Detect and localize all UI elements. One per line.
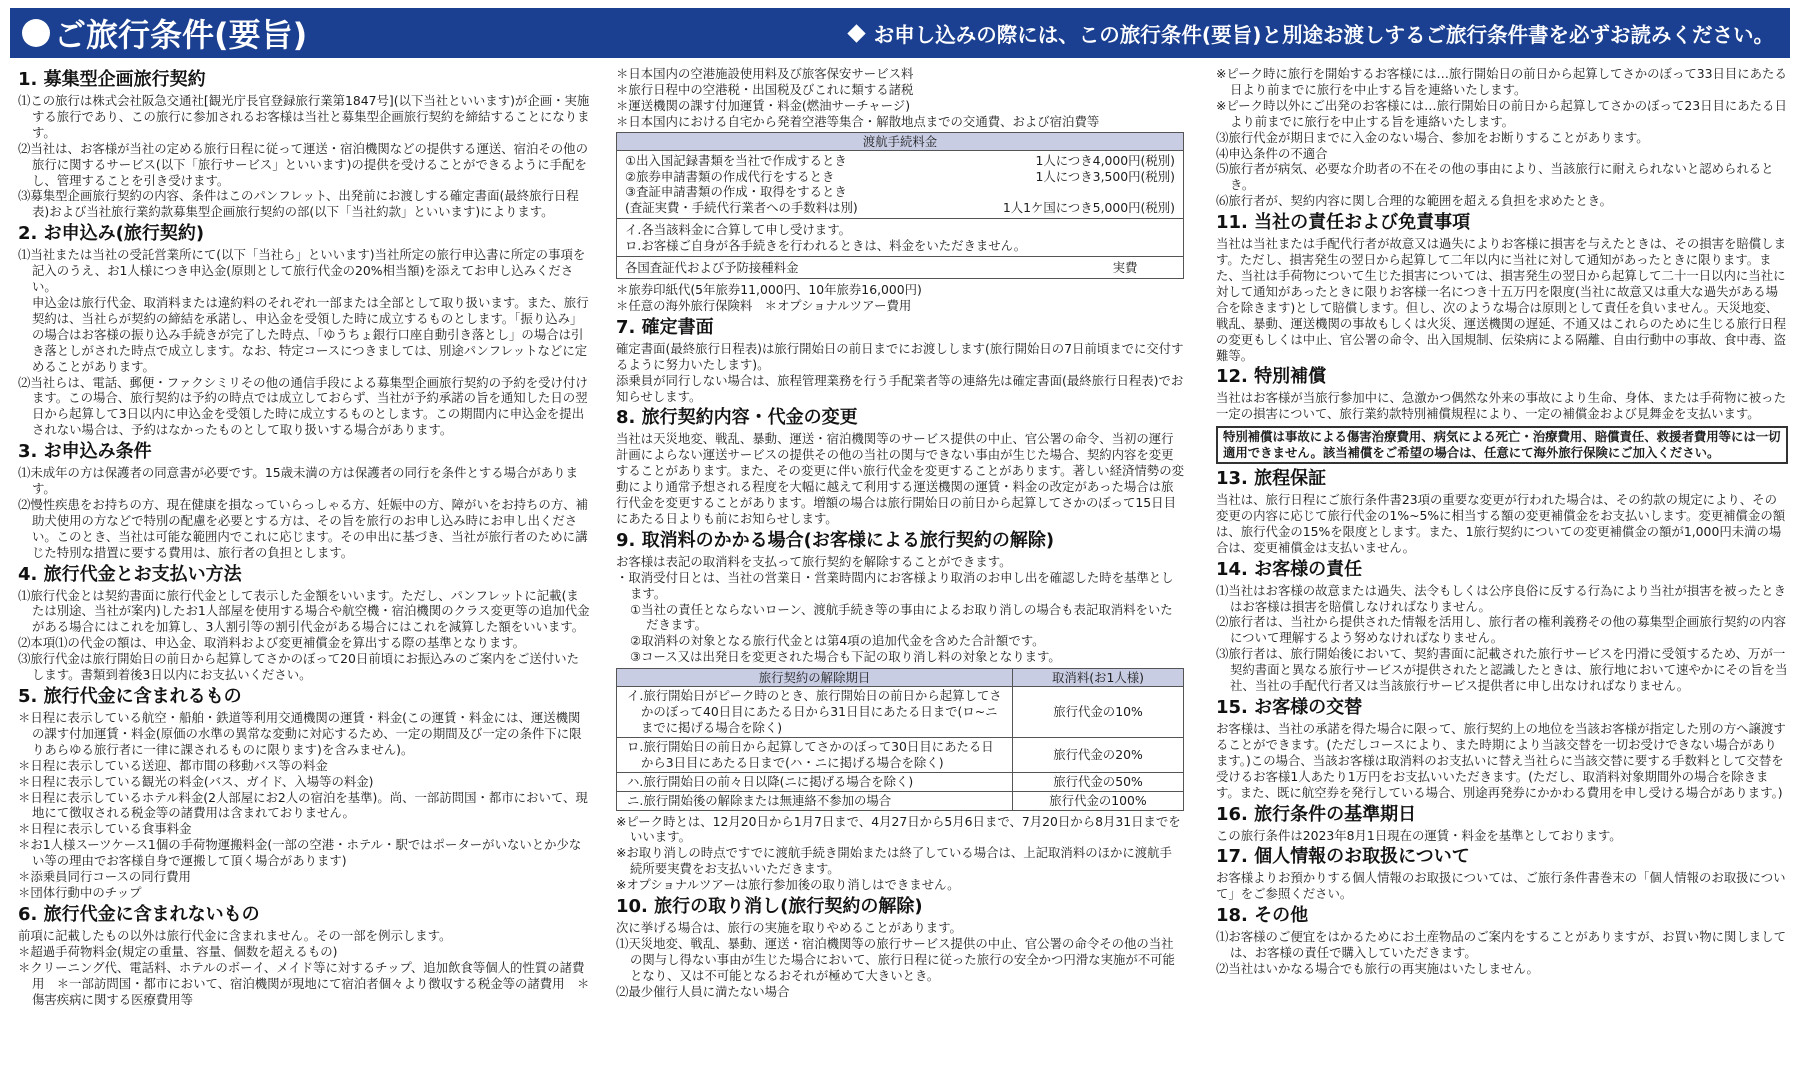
list-item: ＊任意の海外旅行保険料 ＊オプショナルツアー費用 xyxy=(616,297,912,313)
table-cell: 旅行代金の20% xyxy=(1013,737,1184,772)
column-middle xyxy=(616,66,1184,1076)
fee-label: (査証実費・手続代行業者への手数料は別) xyxy=(625,200,858,216)
list-item: ⑹旅行者が、契約内容に関し合理的な範囲を超える負担を求めたとき。 xyxy=(1216,193,1613,209)
fee-row xyxy=(617,169,1183,185)
fee-note: イ.各当該料金に合算して申し受けます。 xyxy=(625,222,851,238)
section-heading: 18. その他 xyxy=(1216,905,1309,927)
section-heading: 6. 旅行代金に含まれないもの xyxy=(18,903,260,925)
paragraph: 確定書面(最終旅行日程表)は旅行開始日の前日までにお渡しします(旅行開始日の7日前頃までに交付するように努力いたします)。 xyxy=(616,340,1184,372)
fee-label: ③査証申請書類の作成・取得をするとき xyxy=(625,184,847,200)
list-item: ⑶旅行代金が期日までに入金のない場合、参加をお断りすることがあります。 xyxy=(1216,129,1649,145)
section-heading: 8. 旅行契約内容・代金の変更 xyxy=(616,407,858,429)
list-item: ＊団体行動中のチップ xyxy=(18,884,142,900)
section-heading: 11. 当社の責任および免責事項 xyxy=(1216,212,1471,234)
section-heading: 9. 取消料のかかる場合(お客様による旅行契約の解除) xyxy=(616,529,1055,551)
table-cell: ハ.旅行開始日の前々日以降(ニに掲げる場合を除く) xyxy=(617,772,1013,791)
list-item: ＊お1人様スーツケース1個の手荷物運搬料金(一部の空港・ホテル・駅ではポーターがいないとか少ない等の理由でお客様自身で運搬して頂く場合があります) xyxy=(18,837,582,869)
paragraph: お客様は表記の取消料を支払って旅行契約を解除することができます。 xyxy=(616,553,1012,569)
list-item: ③コース又は出発日を変更された場合も下記の取り消し料の対象となります。 xyxy=(630,649,1061,665)
table-cell: 旅行代金の100% xyxy=(1013,791,1184,810)
paragraph: 当社は天災地変、戦乱、暴動、運送・宿泊機関等のサービス提供の中止、官公署の命令、当初の運行計画によらない運送サービスの提供その他の当社の関与できない事由が生じた場合、契約内容を変更することがあります。また、その変更に伴い旅行代金を変更することがあります。著しい経済情勢の変動により通常予想される程度を大幅に越えて利用する運送機関の運賃・料金の改定があった場合は旅行代金を変更することがあります。増額の場合は旅行開始日の前日から起算してさかのぼって15日目にあたる日よりも前にお知らせします。 xyxy=(616,431,1184,526)
list-item: ⑸旅行者が病気、必要な介助者の不在その他の事由により、当該旅行に耐えられないと認められるとき。 xyxy=(1216,161,1774,193)
list-item: ＊旅行日程中の空港税・出国税及びこれに類する諸税 xyxy=(616,81,914,97)
paragraph: 前項に記載したもの以外は旅行代金に含まれません。その一部を例示します。 xyxy=(18,927,452,943)
paragraph: ⑵当社らは、電話、郵便・ファクシミリその他の通信手段による募集型企画旅行契約の予約を受け付けます。この場合、旅行契約は予約の時点では成立しておらず、当社が予約承諾の旨を通知した日の翌日から起算して3日以内に申込金を受領した時に成立するものとします。この期間内に申込金を提出されない場合は、予約はなかったものとして取り扱いする場合があります。 xyxy=(18,374,588,438)
header-banner xyxy=(10,8,1790,58)
section-heading: 15. お客様の交替 xyxy=(1216,697,1363,718)
list-item: ＊日程に表示している食事料金 xyxy=(18,821,192,837)
fee-row xyxy=(617,184,1183,200)
list-item: ※ピーク時に旅行を開始するお客様には…旅行開始日の前日から起算してさかのぼって33日目にあたる日より前までに旅行を中止する旨を連絡いたします。 xyxy=(1216,66,1787,97)
fee-price: 1人1ケ国につき5,000円(税別) xyxy=(1002,200,1175,216)
paragraph: ⑵本項⑴の代金の額は、申込金、取消料および変更補償金を算出する際の基準となります。 xyxy=(18,635,526,651)
list-item: ＊日程に表示している航空・船舶・鉄道等利用交通機関の運賃・料金(この運賃・料金には、運送機関の課す付加運賃・料金(原価の水準の異常な変動に対応するため、一定の期間及び一定の条件下に限りあらゆる旅行者に一律に課されるものに限ります)を含みません)。 xyxy=(18,710,582,757)
paragraph: ⑶旅行代金は旅行開始日の前日から起算してさかのぼって20日前頃にお振込みのご案内をご送付いたします。書類到着後3日以内にお支払いください。 xyxy=(18,651,579,683)
paragraph: お客様は、当社の承諾を得た場合に限って、旅行契約上の地位を当該お客様が指定した別の方へ譲渡することができます。(ただしコースにより、また時期により当該交替を一切お受けできない場合があります。)この場合、当該お客様は取消料のお支払いに替え当社らに当該交替に要する手数料として交替を受けるお客様1人あたり1万円をお支払いいただきます。(ただし、取消料対象期間外の場合を除きます。また、既に航空券を発行している場合、別途再発券にかかわる費用を申し受ける場合があります。) xyxy=(1216,721,1786,800)
note: ※オプショナルツアーは旅行参加後の取り消しはできません。 xyxy=(616,877,960,893)
special-compensation-notice: 特別補償は事故による傷害治療費用、病気による死亡・治療費用、賠償責任、救援者費用等には一切適用できません。該当補償をご希望の場合は、任意にて海外旅行保険にご加入ください。 xyxy=(1216,426,1788,464)
table-cell: イ.旅行開始日がピーク時のとき、旅行開始日の前日から起算してさかのぼって40日目にあたる日から31日目にあたる日まで(ロ~ニまでに掲げる場合を除く) xyxy=(617,687,1013,738)
fee-last-row xyxy=(617,256,1183,278)
table-row xyxy=(617,772,1184,791)
paragraph: ⑴この旅行は株式会社阪急交通社[観光庁長官登録旅行業第1847号](以下当社といいます)が企画・実施する旅行であり、この旅行に参加されるお客様は当社と募集型企画旅行契約を締結することになります。 xyxy=(18,93,590,140)
list-item: ①当社の責任とならないローン、渡航手続き等の事由によるお取り消しの場合も表記取消料をいただきます。 xyxy=(630,601,1173,633)
cancellation-fee-table xyxy=(616,668,1184,810)
list-item: ＊日程に表示しているホテル料金(2人部屋にお2人の宿泊を基準)。尚、一部訪問国・都市において、現地にて徴収される税金等の諸費用は含まれておりません。 xyxy=(18,789,588,821)
fee-label: 各国査証代および予防接種料金 xyxy=(625,260,799,276)
list-item: ＊クリーニング代、電話料、ホテルのボーイ、メイド等に対するチップ、追加飲食等個人的性質の諸費用 ＊一部訪問国・都市において、宿泊機関が現地にて宿泊者個々より徴収する税金等の諸費用 ＊傷害疾病に関する医療費用等 xyxy=(18,959,590,1007)
fee-price: 1人につき4,000円(税別) xyxy=(1035,152,1175,168)
table-cell: 旅行代金の10% xyxy=(1013,687,1184,738)
list-item: ＊日本国内における自宅から発着空港等集合・解散地点までの交通費、および宿泊費等 xyxy=(616,113,1100,129)
table-cell: 旅行代金の50% xyxy=(1013,772,1184,791)
list-item: ⑶旅行者は、旅行開始後において、契約書面に記載された旅行サービスを円滑に受領するため、万が一契約書面と異なる旅行サービスが提供されたと認識したときは、旅行地において速やかにその旨を当社、当社の手配代行者又は当該旅行サービス提供者に申し出なければなりません。 xyxy=(1216,646,1788,694)
fee-box xyxy=(616,132,1184,279)
header-notice xyxy=(850,18,1774,48)
section-heading: 4. 旅行代金とお支払い方法 xyxy=(18,563,242,585)
table-row xyxy=(617,687,1184,738)
fee-note: ロ.お客様ご自身が各手続きを行われるときは、料金をいただきません。 xyxy=(625,238,1027,254)
table-header: 旅行契約の解除期日 xyxy=(617,669,1013,687)
list-item: ＊運送機関の課す付加運賃・料金(燃油サーチャージ) xyxy=(616,97,911,113)
section-heading: 17. 個人情報のお取扱について xyxy=(1216,846,1470,868)
column-left xyxy=(18,66,590,1076)
fee-label: ①出入国記録書類を当社で作成するとき xyxy=(625,152,847,168)
section-heading: 12. 特別補償 xyxy=(1216,366,1327,388)
bullet-circle-icon xyxy=(22,19,50,47)
list-item: ＊旅券印紙代(5年旅券11,000円、10年旅券16,000円) xyxy=(616,281,922,297)
fee-notes xyxy=(617,218,1183,256)
list-item: ＊日程に表示している観光の料金(バス、ガイド、入場等の料金) xyxy=(18,773,374,789)
list-item: ＊日本国内の空港施設使用料及び旅客保安サービス料 xyxy=(616,66,914,81)
section-heading: 7. 確定書面 xyxy=(616,316,714,338)
list-item: ⑴天災地変、戦乱、暴動、運送・宿泊機関等の旅行サービス提供の中止、官公署の命令その他の当社の関与し得ない事由が生じた場合において、旅行日程に従った旅行の安全かつ円滑な実施が不可能となり、又は不可能となるおそれが極めて大きいとき。 xyxy=(616,935,1175,983)
table-header: 取消料(お1人様) xyxy=(1013,669,1184,687)
list-item: ⑴当社はお客様の故意または過失、法令もしくは公序良俗に反する行為により当社が損害を被ったときはお客様は損害を賠償しなければなりません。 xyxy=(1216,582,1786,614)
section-heading: 14. お客様の責任 xyxy=(1216,558,1363,580)
list-item: ⑵最少催行人員に満たない場合 xyxy=(616,983,790,999)
list-item: ＊超過手荷物料金(規定の重量、容量、個数を超えるもの) xyxy=(18,943,338,959)
fee-price: 1人につき3,500円(税別) xyxy=(1035,168,1175,184)
note: ※ピーク時とは、12月20日から1月7日まで、4月27日から5月6日まで、7月20日から8月31日までをいいます。 xyxy=(616,813,1181,845)
page-title xyxy=(22,10,307,56)
table-cell: ロ.旅行開始日の前日から起算してさかのぼって30日目にあたる日から3日目にあたる日まで(ハ・ニに掲げる場合を除く) xyxy=(617,737,1013,772)
list-item: ＊日程に表示している送迎、都市間の移動バス等の料金 xyxy=(18,757,328,773)
fee-label: ②旅券申請書類の作成代行をするとき xyxy=(625,168,835,184)
page-title-text: ご旅行条件(要旨) xyxy=(54,16,308,54)
section-heading: 2. お申込み(旅行契約) xyxy=(18,223,205,245)
fee-box-title: 渡航手続料金 xyxy=(617,133,1183,151)
paragraph: ⑵当社は、お客様が当社の定める旅行日程に従って運送・宿泊機関などの提供する運送、宿泊その他の旅行に関するサービス(以下「旅行サービス」といいます)の提供を受けることができるように手配をし、管理することを引き受けます。 xyxy=(18,140,588,188)
table-cell: ニ.旅行開始後の解除または無連絡不参加の場合 xyxy=(617,791,1013,810)
fee-row xyxy=(617,200,1183,216)
column-right xyxy=(1216,66,1788,1076)
list-item: ②取消料の対象となる旅行代金とは第4項の追加代金を含めた合計額です。 xyxy=(630,633,1045,649)
paragraph: 当社は当社または手配代行者が故意又は過失によりお客様に損害を与えたときは、その損害を賠償します。ただし、損害発生の翌日から起算して二年以内に当社に対して通知があったときに限ります。また、当社は手荷物について生じた損害については、損害発生の翌日から起算して二十一日以内に当社に対して通知があったときに限りお客様一名につき十五万円を限度(当社に故意又は重大な過失がある場合を除きます)として賠償します。但し、次のような場合は原則として責任を負いません。天災地変、戦乱、暴動、運送機関の事故もしくは火災、運送機関の遅延、不通又はこれらのために生じる旅行日程の変更もしくは中止、官公署の命令、出入国規制、伝染病による隔離、自由行動中の事故、食中毒、盗難等。 xyxy=(1216,236,1786,363)
paragraph: 当社は、旅行日程にご旅行条件書23項の重要な変更が行われた場合は、その約款の規定により、その変更の内容に応じて旅行代金の1%~5%に相当する額の変更補償金をお支払いします。変更補償金の額は、旅行代金の15%を限度とします。また、1旅行契約についての変更補償金の額が1,000円未満の場合は、変更補償金は支払いません。 xyxy=(1216,492,1786,555)
section-heading: 1. 募集型企画旅行契約 xyxy=(18,69,206,90)
paragraph: ・取消受付日とは、当社の営業日・営業時間内にお客様より取消のお申し出を確認した時を基準とします。 xyxy=(616,569,1174,601)
fee-row xyxy=(617,153,1183,169)
table-header-row xyxy=(617,669,1184,687)
paragraph: ⑴未成年の方は保護者の同意書が必要です。15歳未満の方は保護者の同行を条件とする場合があります。 xyxy=(18,465,578,497)
paragraph: ⑴当社または当社の受託営業所にて(以下「当社ら」といいます)当社所定の旅行申込書に所定の事項を記入のうえ、お1人様につき申込金(原則として旅行代金の20%相当額)を添えてお申し込みください。 xyxy=(18,247,586,295)
list-item: ⑵当社はいかなる場合でも旅行の再実施はいたしません。 xyxy=(1216,961,1539,977)
paragraph: ⑵慢性疾患をお持ちの方、現在健康を損なっていらっしゃる方、妊娠中の方、障がいをお持ちの方、補助犬使用の方などで特別の配慮を必要とする方は、その旨を旅行のお申し込み時にお申し出ください。このとき、当社は可能な範囲内でこれに応じます。その申出に基づき、当社が旅行者のために講じた特別な措置に要する費用は、旅行者の負担とします。 xyxy=(18,496,588,560)
list-item: ※ピーク時以外にご出発のお客様には…旅行開始日の前日から起算してさかのぼって23日目にあたる日より前までに旅行を中止する旨を連絡いたします。 xyxy=(1216,97,1787,129)
paragraph: この旅行条件は2023年8月1日現在の運賃・料金を基準としております。 xyxy=(1216,827,1622,843)
note: ※お取り消しの時点ですでに渡航手続き開始または終了している場合は、上記取消料のほかに渡航手続所要実費をお支払いいただきます。 xyxy=(616,845,1172,877)
list-item: ⑴お客様のご便宜をはかるためにお土産物品のご案内をすることがありますが、お買い物に関しましては、お客様の責任で購入していただきます。 xyxy=(1216,929,1786,961)
section-heading: 16. 旅行条件の基準期日 xyxy=(1216,803,1417,825)
section-heading: 3. お申込み条件 xyxy=(18,441,152,463)
list-item: ＊添乗員同行コースの同行費用 xyxy=(18,869,191,885)
section-heading: 5. 旅行代金に含まれるもの xyxy=(18,686,242,707)
paragraph: お客様よりお預かりする個人情報のお取扱については、ご旅行条件書巻末の「個人情報のお取扱について」をご参照ください。 xyxy=(1216,870,1786,902)
table-row xyxy=(617,791,1184,810)
list-item: ⑷申込条件の不適合 xyxy=(1216,145,1328,161)
paragraph: 次に挙げる場合は、旅行の実施を取りやめることがあります。 xyxy=(616,920,962,936)
section-heading: 13. 旅程保証 xyxy=(1216,468,1327,490)
paragraph: ⑴旅行代金とは契約書面に旅行代金として表示した金額をいいます。ただし、パンフレットに記載(または別途、当社が案内)したお1人部屋を使用する場合や航空機・宿泊機関のクラス変更等の追加代金がある場合にはこれを加算し、3人割引等の割引代金がある場合にはこれを減算した額をいいます。 xyxy=(18,587,590,635)
paragraph: 申込金は旅行代金、取消料または違約料のそれぞれ一部または全部として取り扱います。また、旅行契約は、当社らが契約の締結を承諾し、申込金を受領した時に成立するものとします。「振り込み」の場合はお客様の振り込み手続きが完了した時点、「ゆうちょ銀行口座自動引き落とし」の場合は引き落としがされた時点で成立します。なお、特定コースにつきましては、別途パンフレットなどに定めることがあります。 xyxy=(32,294,589,374)
table-row xyxy=(617,737,1184,772)
fee-price: 実費 xyxy=(1112,260,1138,276)
header-notice-text: お申し込みの際には、この旅行条件(要旨)と別途お渡しするご旅行条件書を必ずお読みください。 xyxy=(873,23,1774,47)
paragraph: ⑶募集型企画旅行契約の内容、条件はこのパンフレット、出発前にお渡しする確定書面(最終旅行日程表)および当社旅行業約款募集型企画旅行契約の部(以下「当社約款」といいます)によります。 xyxy=(18,188,579,220)
section-heading: 10. 旅行の取り消し(旅行契約の解除) xyxy=(616,896,923,918)
paragraph: 当社はお客様が当旅行参加中に、急激かつ偶然な外来の事故により生命、身体、または手荷物に被った一定の損害について、旅行業約款特別補償規程により、一定の補償金および見舞金を支払います。 xyxy=(1216,390,1786,422)
list-item: ⑵旅行者は、当社から提供された情報を活用し、旅行者の権利義務その他の募集型企画旅行契約の内容について理解するよう努めなければなりません。 xyxy=(1216,614,1786,646)
paragraph: 添乗員が同行しない場合は、旅程管理業務を行う手配業者等の連絡先は確定書面(最終旅行日程表)でお知らせします。 xyxy=(616,372,1184,404)
diamond-icon xyxy=(847,24,865,42)
